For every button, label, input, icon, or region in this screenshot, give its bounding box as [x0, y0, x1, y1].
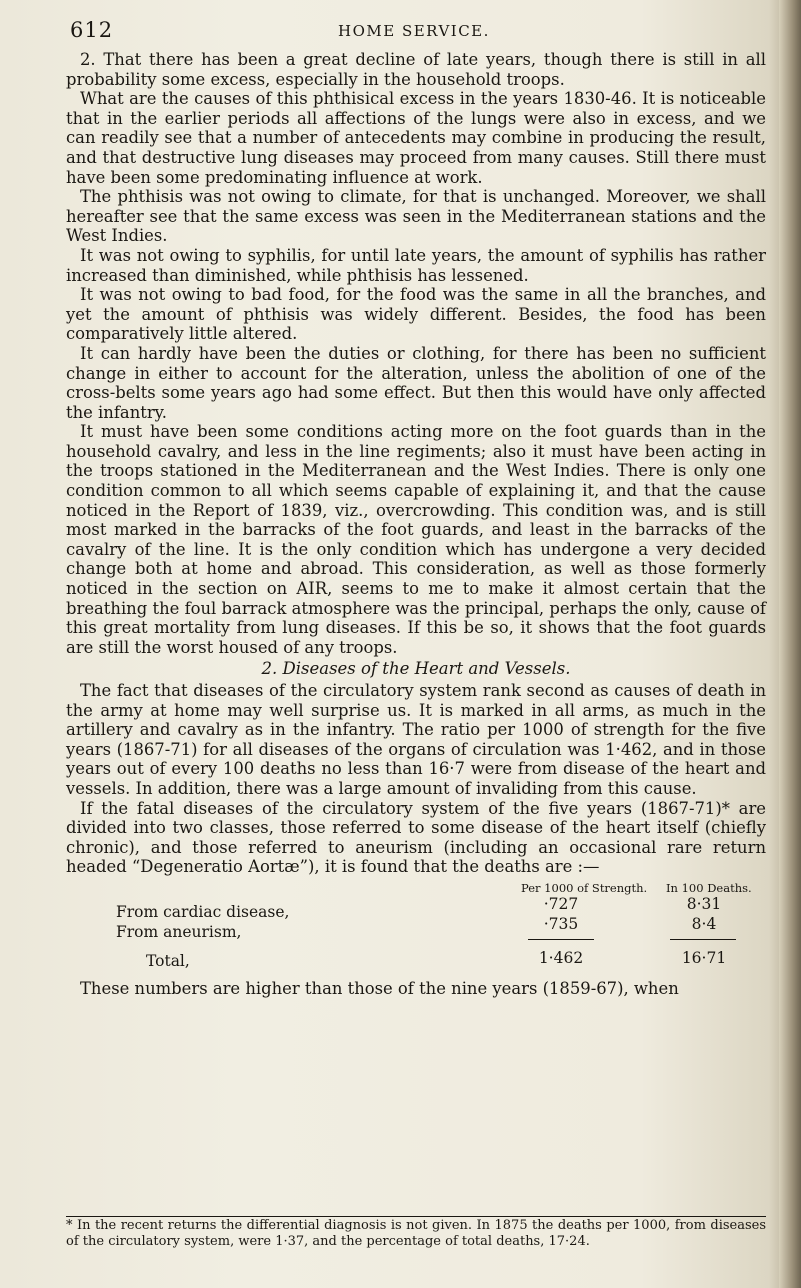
table-cell: 8·4 [691, 914, 717, 933]
table-total-label: Total, [146, 951, 190, 970]
paragraph: It was not owing to bad food, for the food was the same in all the branches, and yet the amount of phthisis was widely different. Besides, the food has been comparatively little altered. [66, 285, 766, 344]
paragraph: It must have been some conditions acting more on the foot guards than in the household cavalry, and less in the line regiments; also it must have been acting in the troops stationed in the Mediterranean and the West Indies. There is only one condition common to all which seems capable of explaining it, and that the cause noticed in the Report of 1839, viz., overcrowding. This condition was, and is still most marked in the barracks of the foot guards, and least in the barracks of the cavalry of the line. It is the only condition which has undergone a very decided change both at home and abroad. This consideration, as well as those formerly noticed in the section on AIR, seems to me to make it almost certain that the breathing the foul barrack atmosphere was the principal, perhaps the only, cause of this great mortality from lung diseases. If this be so, it shows that the foot guards are still the worst housed of any troops. [66, 422, 766, 657]
table-cell: ·727 [543, 894, 579, 913]
paragraph: The phthisis was not owing to climate, for that is unchanged. Moreover, we shall hereafter see that the same excess was seen in the Mediterranean stations and the West Indies. [66, 187, 766, 246]
page-number: 612 [70, 18, 114, 42]
paragraph: It was not owing to syphilis, for until late years, the amount of syphilis has rather increased than diminished, while phthisis has lessened. [66, 245, 766, 285]
table-cell: 8·31 [686, 894, 722, 913]
footnote-rule [66, 1216, 766, 1217]
sum-rule [670, 939, 736, 940]
table-cell: ·735 [543, 914, 579, 933]
death-rates-table [66, 877, 766, 1007]
sum-rule [528, 939, 594, 940]
body-text [66, 50, 766, 999]
paragraph: What are the causes of this phthisical excess in the years 1830-46. It is noticeable that in the earlier periods all affections of the lungs were also in excess, and we can readily see that a number of antecedents may combine in producing the result, and that destructive lung diseases may proceed from many causes. Still there must have been some predominating influence at work. [66, 89, 766, 187]
table-row-label: From aneurism, [116, 922, 242, 941]
page-binding-edge [779, 0, 801, 1288]
running-title: HOME SERVICE. [338, 22, 490, 40]
paragraph: If the fatal diseases of the circulatory system of the five years (1867-71)* are divided into two classes, those referred to some disease of the heart itself (chiefly chronic), and those referred to aneurism (including an occasional rare return headed “Degeneratio Aortæ”), it is found that the deaths are :— [66, 798, 766, 877]
paragraph: The fact that diseases of the circulatory system rank second as causes of death in the army at home may well surprise us. It is marked in all arms, as much in the artillery and cavalry as in the infantry. The ratio per 1000 of strength for the five years (1867-71) for all diseases of the organs of circulation was 1·462, and in those years out of every 100 deaths no less than 16·7 were from disease of the heart and vessels. In addition, there was a large amount of invaliding from this cause. [66, 681, 766, 798]
section-heading: 2. Diseases of the Heart and Vessels. [261, 659, 571, 679]
page-header [70, 10, 761, 40]
table-total-cell: 1·462 [538, 948, 584, 967]
column-header-per-1000: Per 1000 of Strength. [521, 880, 648, 895]
footnote: * In the recent returns the differential diagnosis is not given. In 1875 the deaths per 1000, from diseases of the circulatory system, were 1·37, and the percentage of total deaths, 17·24. [66, 1218, 766, 1249]
table-total-cell: 16·71 [681, 948, 727, 967]
paragraph: 2. That there has been a great decline of late years, though there is still in all probability some excess, especially in the household troops. [66, 50, 766, 89]
paragraph: It can hardly have been the duties or clothing, for there has been no sufficient change in either to account for the alteration, unless the abolition of one of the cross-belts some years ago had some effect. But then this would have only affected the infantry. [66, 343, 766, 422]
column-header-in-100-deaths: In 100 Deaths. [666, 880, 752, 895]
table-row-label: From cardiac disease, [116, 902, 290, 921]
paragraph: These numbers are higher than those of the nine years (1859-67), when [80, 978, 679, 998]
